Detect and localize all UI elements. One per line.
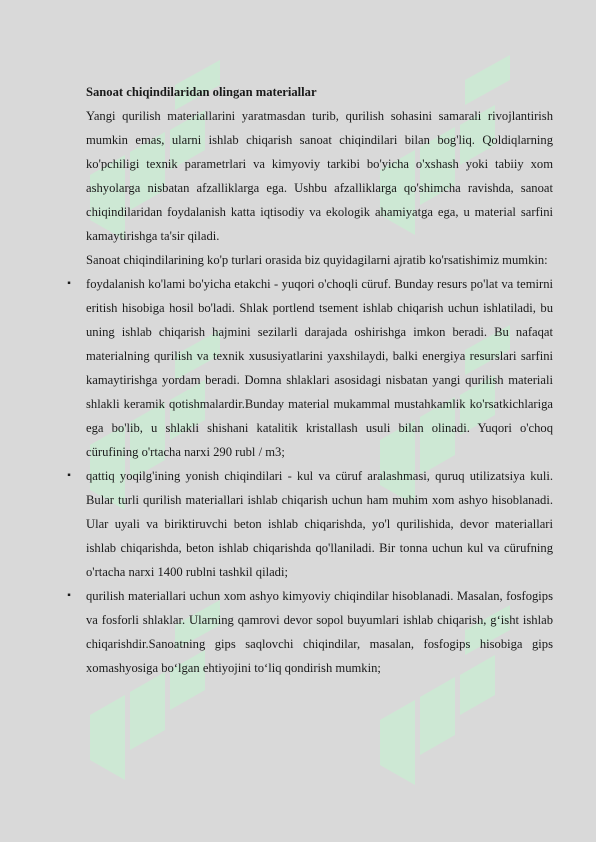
list-item-text: foydalanish ko'lami bo'yicha etakchi - yuqori o'choqli cüruf. Bunday resurs po'lat va temirni eritish hisobiga hosil bo'ladi. Shlak portlend tsement ishlab chiqarish uchun ishlatiladi, bu uning ishlab chiqarish hajmini sezilarli darajada oshirishga imkon beradi. Bu nafaqat materialning qurilish va texnik xususiyatlarini yaxshilaydi, balki energiya resurslari sarfini kamaytirishga yordam beradi. Domna shlaklari asosidagi nisbatan yangi qurilish materiali shlakli keramik qotishmalardir.Bunday material mukammal mustahkamlik ko'rsatkichlariga ega bo'lib, u shlakli shishani katalitik kristallash usuli bilan olinadi. Yuqori o'choq cürufining o'rtacha narxi 290 rubl / m3; [86,277,553,459]
bullet-list [67,272,553,680]
section-title: Sanoat chiqindilaridan olingan materiallar [86,85,317,99]
list-item [67,584,553,680]
list-item-text: qurilish materiallari uchun xom ashyo kimyoviy chiqindilar hisoblanadi. Masalan, fosfogips va fosforli shlaklar. Ularning qamrovi devor sopol buyumlari ishlab chiqarish, g‘isht ishlab chiqarishdir.Sanoatning gips saqlovchi chiqindilar, masalan, fosfogips hisobiga gips xomashyosiga bo‘lgan ehtiyojini to‘liq qondirish mumkin; [86,589,553,675]
document-body [67,80,553,680]
bullet-icon: ▪ [67,470,71,481]
list-item [67,464,553,584]
list-item [67,272,553,464]
bullet-icon: ▪ [67,590,71,601]
paragraph-intro: Yangi qurilish materiallarini yaratmasdan turib, qurilish sohasini samarali rivojlantirish mumkin emas, ularni ishlab chiqarish sanoat chiqindilari bilan bog'liq. Qoldiqlarning ko'pchiligi texnik parametrlari va kimyoviy tarkibi bo'yicha o'xshash yoki tabiiy xom ashyolarga nisbatan afzalliklarga ega. Ushbu afzalliklarga qo'shimcha ravishda, sanoat chiqindilaridan foydalanish katta iqtisodiy va ekologik ahamiyatga ega, u material sarfini kamaytirishga ta'sir qiladi. [86,109,553,243]
paragraph-list-intro: Sanoat chiqindilarining ko'p turlari orasida biz quyidagilarni ajratib ko'rsatishimiz mumkin: [86,253,548,267]
list-item-text: qattiq yoqilg'ining yonish chiqindilari - kul va cüruf aralashmasi, quruq utilizatsiya kuli. Bular turli qurilish materiallari ishlab chiqarish uchun ham muhim xom ashyo hisoblanadi. Ular uyali va biriktiruvchi beton ishlab chiqarishda, yo'l qurilishida, devor materiallari ishlab chiqarishda, beton ishlab chiqarishda qo'llaniladi. Bir tonna uchun kul va cürufning o'rtacha narxi 1400 rublni tashkil qiladi; [86,469,553,579]
bullet-icon: ▪ [67,278,71,289]
